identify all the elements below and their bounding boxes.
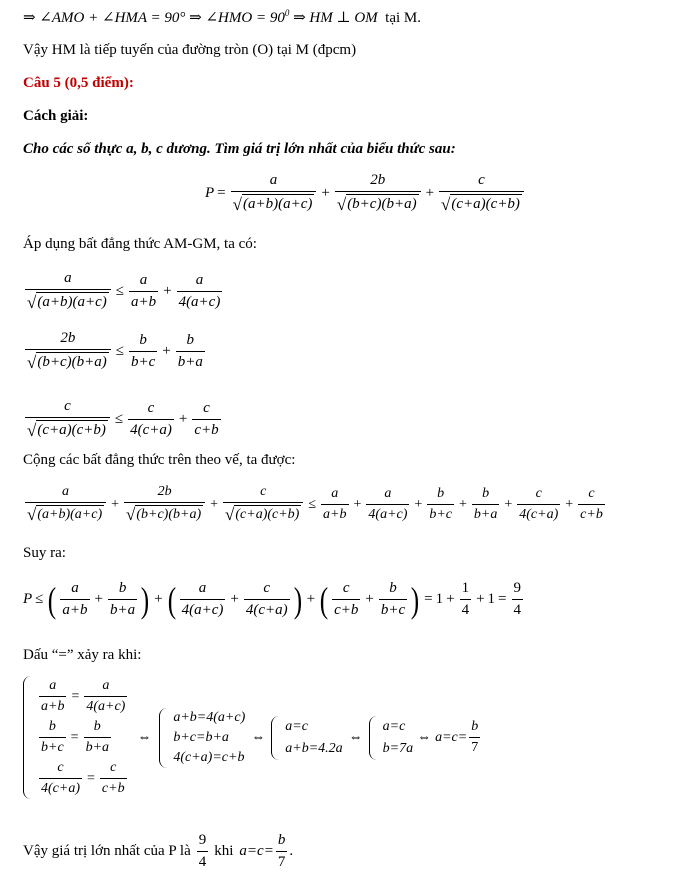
proof-expression: ⇒ ∠AMO + ∠HMA = 90° ⇒ ∠HMO = 90	[23, 10, 285, 26]
sum-intro: Cộng các bất đẳng thức trên theo vế, ta được:	[23, 452, 296, 468]
conclusion-khi: khi	[214, 843, 234, 859]
equality-system: $\frac{a}{a+b}$ = $\frac{a}{4(a+c)}$ $\frac{b}{b+c}$ = $\frac{b}{b+a}$ $\frac{c}{4(c+a)}$ = $\frac{c}{c+b}$ ⇔ a+b=4(a+c) b+c=b+a 4(c+a)=c+b ⇔ a=c a+b=4.2a ⇔ a=c b=7a ⇔ a=c= $\frac{b}{7}$	[23, 676, 482, 804]
solution-title: Cách giải:	[23, 108, 89, 124]
suy-ra-label: Suy ra:	[23, 545, 66, 561]
conclusion-text: Vậy giá trị lớn nhất của P là	[23, 843, 191, 859]
degree-superscript: 0	[284, 8, 290, 18]
p-bound: P ≤ ( $\frac{a}{a+b}$ + $\frac{b}{b+a}$ ) + ( $\frac{a}{4(a+c)}$ + $\frac{c}{4(c+a)}$ ) + ( $\frac{c}{c+b}$ + $\frac{b}{b+c}$ ) = 1 + $\frac{1}{4}$ + 1 = $\frac{9}{4}$	[23, 579, 521, 620]
equality-intro: Dấu “=” xảy ra khi:	[23, 647, 142, 663]
inequality-1: a √ (a+b)(a+c) ≤ $\frac{a}{a+b}$ + $\frac{a}{4(a+c)}$	[27, 270, 221, 312]
proof-line	[23, 8, 421, 27]
inequality-3: c √ (c+a)(c+b) ≤ $\frac{c}{4(c+a)}$ + $\frac{c}{c+b}$	[27, 398, 219, 440]
proof-location: tại M.	[385, 10, 422, 26]
inequality-2: 2b √ (b+c)(b+a) ≤ $\frac{b}{b+c}$ + $\frac{b}{b+a}$	[27, 330, 203, 372]
summed-inequality: a √ (a+b)(a+c) + 2b √ (b+c)(b+a) + c √ (c+a)(c+b) ≤ $\frac{a}{a+b}$ + $\frac{a}{4(a+c)}$ + $\frac{b}{b+c}$ + $\frac{b}{b+a}$ + $\frac{c}{4(c+a)}$ + $\frac{c}{c+b}$	[27, 484, 603, 524]
final-conclusion: Vậy giá trị lớn nhất của P là $\frac{9}{4}$ khi a=c= $\frac{b}{7}$ .	[23, 832, 294, 870]
tangent-conclusion: Vậy HM là tiếp tuyến của đường tròn (O) tại M (đpcm)	[23, 42, 357, 58]
proof-expression-end: ⇒ HM ⊥ OM	[289, 10, 378, 26]
problem-statement: Cho các số thực a, b, c dương. Tìm giá trị lớn nhất của biểu thức sau:	[23, 141, 456, 157]
p-formula: P = a √ (a+b)(a+c) + 2b √ (b+c)(b+a) + c √ (c+a)(c+b)	[205, 172, 526, 215]
question-title: Câu 5 (0,5 điểm):	[23, 75, 134, 91]
amgm-intro: Áp dụng bất đẳng thức AM-GM, ta có:	[23, 236, 257, 252]
